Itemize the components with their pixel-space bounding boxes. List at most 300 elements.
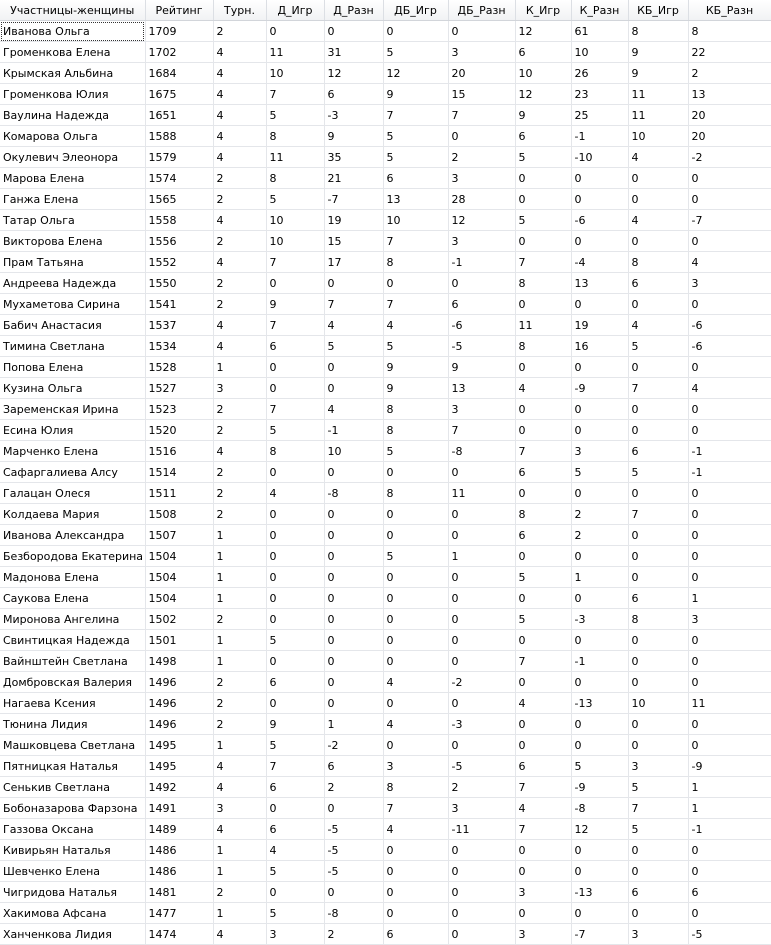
cell-value[interactable]: 0 [324, 357, 383, 378]
cell-value[interactable]: -6 [448, 315, 515, 336]
cell-value[interactable]: 1 [213, 357, 266, 378]
cell-participant-name[interactable]: Сенькив Светлана [0, 777, 145, 798]
cell-value[interactable]: 3 [448, 42, 515, 63]
cell-value[interactable]: 1511 [145, 483, 213, 504]
cell-value[interactable]: 0 [688, 546, 771, 567]
cell-value[interactable]: 5 [515, 567, 571, 588]
cell-value[interactable]: 1651 [145, 105, 213, 126]
table-row[interactable] [0, 861, 771, 882]
cell-participant-name[interactable]: Комарова Ольга [0, 126, 145, 147]
cell-participant-name[interactable]: Крымская Альбина [0, 63, 145, 84]
cell-value[interactable]: 0 [324, 546, 383, 567]
cell-value[interactable]: 31 [324, 42, 383, 63]
cell-value[interactable]: 0 [628, 420, 688, 441]
cell-value[interactable]: 8 [628, 609, 688, 630]
table-row[interactable] [0, 525, 771, 546]
cell-value[interactable]: 0 [383, 525, 448, 546]
cell-value[interactable]: 4 [515, 378, 571, 399]
cell-value[interactable]: -1 [688, 462, 771, 483]
cell-value[interactable]: 0 [324, 504, 383, 525]
cell-value[interactable]: 4 [213, 819, 266, 840]
cell-value[interactable]: 7 [628, 504, 688, 525]
cell-value[interactable]: 2 [213, 21, 266, 42]
cell-value[interactable]: 0 [628, 714, 688, 735]
cell-participant-name[interactable]: Сафаргалиева Алсу [0, 462, 145, 483]
cell-value[interactable]: 0 [266, 21, 324, 42]
cell-value[interactable]: 1684 [145, 63, 213, 84]
cell-value[interactable]: 4 [213, 924, 266, 945]
cell-value[interactable]: 3 [515, 882, 571, 903]
cell-value[interactable]: 0 [688, 483, 771, 504]
cell-value[interactable]: 1588 [145, 126, 213, 147]
cell-participant-name[interactable]: Иванова Ольга [0, 21, 145, 42]
cell-value[interactable]: 4 [628, 210, 688, 231]
cell-value[interactable]: 10 [515, 63, 571, 84]
cell-value[interactable]: 1534 [145, 336, 213, 357]
cell-value[interactable]: 0 [628, 483, 688, 504]
cell-value[interactable]: 0 [515, 231, 571, 252]
column-header-3[interactable]: Д_Игр [266, 0, 324, 21]
cell-value[interactable]: 10 [324, 441, 383, 462]
table-row[interactable] [0, 924, 771, 945]
cell-value[interactable]: 3 [628, 924, 688, 945]
cell-value[interactable]: 0 [688, 525, 771, 546]
table-row[interactable] [0, 357, 771, 378]
cell-value[interactable]: 0 [515, 903, 571, 924]
cell-value[interactable]: 2 [448, 147, 515, 168]
cell-value[interactable]: 5 [266, 105, 324, 126]
cell-value[interactable]: 20 [448, 63, 515, 84]
cell-value[interactable]: -8 [324, 483, 383, 504]
cell-value[interactable]: 0 [571, 714, 628, 735]
table-row[interactable] [0, 672, 771, 693]
cell-value[interactable]: -8 [571, 798, 628, 819]
cell-value[interactable]: 0 [628, 294, 688, 315]
cell-value[interactable]: 1558 [145, 210, 213, 231]
cell-value[interactable]: 0 [324, 588, 383, 609]
cell-value[interactable]: 0 [515, 588, 571, 609]
table-row[interactable] [0, 105, 771, 126]
cell-value[interactable]: 0 [448, 924, 515, 945]
cell-value[interactable]: 19 [571, 315, 628, 336]
cell-participant-name[interactable]: Иванова Александра [0, 525, 145, 546]
cell-participant-name[interactable]: Чигридова Наталья [0, 882, 145, 903]
cell-value[interactable]: 1527 [145, 378, 213, 399]
cell-value[interactable]: 0 [448, 525, 515, 546]
cell-value[interactable]: 1 [213, 588, 266, 609]
cell-value[interactable]: 1 [213, 861, 266, 882]
cell-value[interactable]: 0 [324, 651, 383, 672]
cell-value[interactable]: 0 [571, 399, 628, 420]
cell-value[interactable]: 0 [383, 21, 448, 42]
cell-value[interactable]: 5 [383, 336, 448, 357]
cell-value[interactable]: 2 [571, 525, 628, 546]
table-row[interactable] [0, 798, 771, 819]
cell-value[interactable]: 5 [383, 42, 448, 63]
cell-value[interactable]: -6 [688, 336, 771, 357]
cell-value[interactable]: 0 [324, 462, 383, 483]
cell-value[interactable]: 0 [571, 861, 628, 882]
cell-value[interactable]: 7 [515, 819, 571, 840]
cell-value[interactable]: 0 [688, 168, 771, 189]
cell-value[interactable]: 0 [383, 504, 448, 525]
cell-value[interactable]: 0 [383, 882, 448, 903]
cell-value[interactable]: 0 [571, 189, 628, 210]
cell-value[interactable]: 6 [515, 126, 571, 147]
cell-value[interactable]: 5 [628, 336, 688, 357]
cell-value[interactable]: 0 [571, 903, 628, 924]
cell-value[interactable]: 1574 [145, 168, 213, 189]
cell-value[interactable]: 0 [448, 840, 515, 861]
cell-value[interactable]: 1 [571, 567, 628, 588]
cell-value[interactable]: 11 [266, 42, 324, 63]
cell-value[interactable]: 0 [688, 189, 771, 210]
cell-value[interactable]: 3 [213, 798, 266, 819]
cell-value[interactable]: 4 [213, 252, 266, 273]
cell-value[interactable]: 7 [383, 231, 448, 252]
cell-value[interactable]: 2 [213, 168, 266, 189]
cell-value[interactable]: 11 [628, 105, 688, 126]
cell-value[interactable]: 10 [266, 231, 324, 252]
cell-value[interactable]: 2 [571, 504, 628, 525]
cell-value[interactable]: 0 [515, 546, 571, 567]
cell-value[interactable]: 8 [266, 168, 324, 189]
table-row[interactable] [0, 189, 771, 210]
cell-value[interactable]: 3 [448, 231, 515, 252]
cell-value[interactable]: 13 [383, 189, 448, 210]
cell-value[interactable]: 0 [324, 378, 383, 399]
cell-value[interactable]: 9 [628, 63, 688, 84]
cell-value[interactable]: -10 [571, 147, 628, 168]
cell-value[interactable]: 4 [213, 777, 266, 798]
cell-value[interactable]: 12 [515, 21, 571, 42]
table-row[interactable] [0, 630, 771, 651]
cell-value[interactable]: 0 [515, 672, 571, 693]
cell-value[interactable]: 0 [628, 903, 688, 924]
cell-value[interactable]: 6 [448, 294, 515, 315]
cell-value[interactable]: 3 [515, 924, 571, 945]
cell-value[interactable]: 0 [324, 525, 383, 546]
cell-value[interactable]: 0 [571, 483, 628, 504]
cell-value[interactable]: 8 [266, 441, 324, 462]
cell-value[interactable]: 5 [628, 819, 688, 840]
cell-value[interactable]: 6 [266, 777, 324, 798]
cell-value[interactable]: 8 [628, 252, 688, 273]
cell-value[interactable]: 0 [448, 651, 515, 672]
cell-value[interactable]: 1481 [145, 882, 213, 903]
table-row[interactable] [0, 588, 771, 609]
cell-value[interactable]: 2 [213, 294, 266, 315]
cell-value[interactable]: 20 [688, 126, 771, 147]
cell-value[interactable]: 6 [628, 882, 688, 903]
cell-value[interactable]: 9 [448, 357, 515, 378]
table-row[interactable] [0, 609, 771, 630]
cell-value[interactable]: 1565 [145, 189, 213, 210]
cell-value[interactable]: 5 [383, 441, 448, 462]
cell-value[interactable]: 1 [688, 777, 771, 798]
cell-participant-name[interactable]: Миронова Ангелина [0, 609, 145, 630]
cell-value[interactable]: 11 [266, 147, 324, 168]
cell-value[interactable]: 1495 [145, 735, 213, 756]
cell-value[interactable]: -3 [448, 714, 515, 735]
cell-value[interactable]: 4 [213, 42, 266, 63]
cell-value[interactable]: 1496 [145, 714, 213, 735]
cell-value[interactable]: 3 [383, 756, 448, 777]
cell-value[interactable]: 1496 [145, 693, 213, 714]
cell-value[interactable]: 10 [571, 42, 628, 63]
cell-value[interactable]: 0 [571, 672, 628, 693]
cell-value[interactable]: 0 [628, 357, 688, 378]
cell-value[interactable]: 4 [213, 126, 266, 147]
cell-value[interactable]: 0 [448, 735, 515, 756]
column-header-5[interactable]: ДБ_Игр [383, 0, 448, 21]
cell-value[interactable]: 4 [383, 714, 448, 735]
cell-value[interactable]: 8 [515, 273, 571, 294]
cell-value[interactable]: 6 [324, 84, 383, 105]
cell-value[interactable]: 0 [571, 588, 628, 609]
cell-value[interactable]: 1 [213, 903, 266, 924]
cell-value[interactable]: 1552 [145, 252, 213, 273]
cell-participant-name[interactable]: Саукова Елена [0, 588, 145, 609]
cell-participant-name[interactable]: Окулевич Элеонора [0, 147, 145, 168]
cell-participant-name[interactable]: Мадонова Елена [0, 567, 145, 588]
cell-value[interactable]: 0 [688, 399, 771, 420]
cell-value[interactable]: 0 [383, 630, 448, 651]
cell-value[interactable]: 2 [213, 609, 266, 630]
cell-value[interactable]: 0 [571, 630, 628, 651]
cell-value[interactable]: 0 [571, 840, 628, 861]
cell-value[interactable]: 4 [515, 798, 571, 819]
cell-value[interactable]: 1523 [145, 399, 213, 420]
cell-value[interactable]: -5 [324, 819, 383, 840]
cell-value[interactable]: 0 [628, 231, 688, 252]
cell-value[interactable]: 1520 [145, 420, 213, 441]
cell-value[interactable]: 10 [628, 126, 688, 147]
cell-value[interactable]: 7 [515, 441, 571, 462]
cell-value[interactable]: 4 [628, 147, 688, 168]
cell-value[interactable]: 1537 [145, 315, 213, 336]
table-row[interactable] [0, 651, 771, 672]
cell-value[interactable]: 1508 [145, 504, 213, 525]
cell-value[interactable]: 5 [515, 609, 571, 630]
cell-value[interactable]: 1504 [145, 588, 213, 609]
cell-value[interactable]: 2 [213, 483, 266, 504]
cell-value[interactable]: 6 [266, 672, 324, 693]
table-row[interactable] [0, 336, 771, 357]
cell-participant-name[interactable]: Вайнштейн Светлана [0, 651, 145, 672]
cell-value[interactable]: 6 [266, 336, 324, 357]
table-row[interactable] [0, 294, 771, 315]
cell-value[interactable]: 8 [383, 777, 448, 798]
cell-value[interactable]: 8 [383, 252, 448, 273]
cell-value[interactable]: 1 [688, 798, 771, 819]
cell-participant-name[interactable]: Кивирьян Наталья [0, 840, 145, 861]
table-row[interactable] [0, 777, 771, 798]
cell-value[interactable]: 9 [383, 357, 448, 378]
cell-value[interactable]: 0 [571, 420, 628, 441]
cell-participant-name[interactable]: Прам Татьяна [0, 252, 145, 273]
cell-participant-name[interactable]: Викторова Елена [0, 231, 145, 252]
cell-value[interactable]: 0 [628, 630, 688, 651]
cell-value[interactable]: 0 [515, 420, 571, 441]
cell-value[interactable]: 12 [448, 210, 515, 231]
cell-value[interactable]: 5 [383, 546, 448, 567]
table-row[interactable] [0, 483, 771, 504]
column-header-4[interactable]: Д_Разн [324, 0, 383, 21]
cell-value[interactable]: 0 [324, 882, 383, 903]
cell-value[interactable]: 9 [515, 105, 571, 126]
cell-value[interactable]: 25 [571, 105, 628, 126]
table-row[interactable] [0, 252, 771, 273]
cell-value[interactable]: -7 [688, 210, 771, 231]
cell-value[interactable]: 1675 [145, 84, 213, 105]
cell-participant-name[interactable]: Марова Елена [0, 168, 145, 189]
cell-value[interactable]: 1498 [145, 651, 213, 672]
cell-value[interactable]: 0 [266, 357, 324, 378]
cell-value[interactable]: 2 [213, 882, 266, 903]
cell-value[interactable]: 0 [688, 651, 771, 672]
cell-value[interactable]: 0 [383, 861, 448, 882]
cell-value[interactable]: 0 [628, 399, 688, 420]
table-row[interactable] [0, 882, 771, 903]
cell-value[interactable]: 0 [266, 567, 324, 588]
cell-value[interactable]: 7 [266, 252, 324, 273]
cell-value[interactable]: 7 [383, 294, 448, 315]
cell-value[interactable]: 8 [266, 126, 324, 147]
cell-value[interactable]: 0 [383, 462, 448, 483]
cell-value[interactable]: 4 [213, 336, 266, 357]
cell-value[interactable]: 16 [571, 336, 628, 357]
cell-value[interactable]: 1491 [145, 798, 213, 819]
cell-value[interactable]: 2 [213, 714, 266, 735]
cell-value[interactable]: 0 [515, 294, 571, 315]
cell-value[interactable]: 0 [688, 231, 771, 252]
column-header-7[interactable]: К_Игр [515, 0, 571, 21]
cell-value[interactable]: 0 [383, 840, 448, 861]
cell-value[interactable]: 11 [448, 483, 515, 504]
cell-value[interactable]: -9 [571, 378, 628, 399]
cell-value[interactable]: 0 [266, 504, 324, 525]
cell-value[interactable]: 0 [448, 693, 515, 714]
cell-value[interactable]: 4 [324, 399, 383, 420]
cell-value[interactable]: 1 [213, 546, 266, 567]
cell-value[interactable]: 0 [688, 861, 771, 882]
cell-participant-name[interactable]: Ханченкова Лидия [0, 924, 145, 945]
cell-value[interactable]: 0 [515, 714, 571, 735]
cell-value[interactable]: 8 [383, 483, 448, 504]
cell-value[interactable]: 0 [448, 462, 515, 483]
cell-value[interactable]: 0 [628, 546, 688, 567]
table-row[interactable] [0, 735, 771, 756]
cell-value[interactable]: 3 [448, 168, 515, 189]
cell-value[interactable]: 2 [213, 462, 266, 483]
table-row[interactable] [0, 441, 771, 462]
cell-value[interactable]: 4 [213, 441, 266, 462]
cell-value[interactable]: 0 [448, 588, 515, 609]
cell-value[interactable]: 0 [515, 840, 571, 861]
cell-participant-name[interactable]: Громенкова Елена [0, 42, 145, 63]
cell-value[interactable]: 0 [688, 714, 771, 735]
cell-value[interactable]: 7 [383, 798, 448, 819]
cell-participant-name[interactable]: Пятницкая Наталья [0, 756, 145, 777]
cell-value[interactable]: 9 [383, 84, 448, 105]
cell-value[interactable]: 9 [628, 42, 688, 63]
cell-value[interactable]: 1502 [145, 609, 213, 630]
cell-value[interactable]: 6 [515, 42, 571, 63]
cell-value[interactable]: 4 [383, 315, 448, 336]
cell-participant-name[interactable]: Марченко Елена [0, 441, 145, 462]
cell-value[interactable]: 12 [515, 84, 571, 105]
cell-value[interactable]: 13 [571, 273, 628, 294]
cell-value[interactable]: 10 [266, 63, 324, 84]
cell-value[interactable]: 2 [213, 672, 266, 693]
cell-value[interactable]: 0 [571, 735, 628, 756]
cell-value[interactable]: 1 [213, 651, 266, 672]
table-row[interactable] [0, 714, 771, 735]
cell-value[interactable]: 0 [628, 189, 688, 210]
cell-value[interactable]: 1 [213, 735, 266, 756]
cell-participant-name[interactable]: Нагаева Ксения [0, 693, 145, 714]
cell-value[interactable]: 3 [571, 441, 628, 462]
cell-value[interactable]: 4 [266, 483, 324, 504]
cell-value[interactable]: 1556 [145, 231, 213, 252]
cell-value[interactable]: 11 [688, 693, 771, 714]
cell-value[interactable]: 6 [266, 819, 324, 840]
cell-value[interactable]: 0 [266, 546, 324, 567]
cell-value[interactable]: 15 [448, 84, 515, 105]
cell-value[interactable]: 1 [448, 546, 515, 567]
cell-participant-name[interactable]: Тюнина Лидия [0, 714, 145, 735]
cell-value[interactable]: 1501 [145, 630, 213, 651]
cell-value[interactable]: 6 [628, 588, 688, 609]
cell-value[interactable]: 1 [324, 714, 383, 735]
cell-value[interactable]: 4 [213, 63, 266, 84]
cell-value[interactable]: 1507 [145, 525, 213, 546]
cell-value[interactable]: 0 [324, 672, 383, 693]
table-row[interactable] [0, 840, 771, 861]
cell-value[interactable]: 0 [515, 399, 571, 420]
cell-value[interactable]: 8 [628, 21, 688, 42]
cell-value[interactable]: 0 [515, 168, 571, 189]
cell-value[interactable]: 3 [213, 378, 266, 399]
table-row[interactable] [0, 42, 771, 63]
cell-value[interactable]: 4 [266, 840, 324, 861]
cell-participant-name[interactable]: Бобоназарова Фарзона [0, 798, 145, 819]
cell-value[interactable]: 0 [448, 630, 515, 651]
cell-value[interactable]: 28 [448, 189, 515, 210]
cell-value[interactable]: 5 [266, 903, 324, 924]
table-row[interactable] [0, 567, 771, 588]
cell-value[interactable]: 2 [213, 231, 266, 252]
cell-value[interactable]: 0 [383, 651, 448, 672]
cell-value[interactable]: 9 [383, 378, 448, 399]
cell-value[interactable]: 9 [266, 294, 324, 315]
cell-value[interactable]: 5 [266, 735, 324, 756]
cell-value[interactable]: 4 [213, 84, 266, 105]
cell-value[interactable]: -1 [571, 126, 628, 147]
table-row[interactable] [0, 273, 771, 294]
table-row[interactable] [0, 819, 771, 840]
cell-value[interactable]: 2 [688, 63, 771, 84]
cell-value[interactable]: 35 [324, 147, 383, 168]
cell-value[interactable]: -6 [571, 210, 628, 231]
cell-value[interactable]: 6 [515, 462, 571, 483]
cell-value[interactable]: 0 [383, 567, 448, 588]
cell-value[interactable]: 7 [448, 105, 515, 126]
cell-value[interactable]: 3 [688, 609, 771, 630]
cell-value[interactable]: 1 [688, 588, 771, 609]
cell-value[interactable]: 12 [324, 63, 383, 84]
